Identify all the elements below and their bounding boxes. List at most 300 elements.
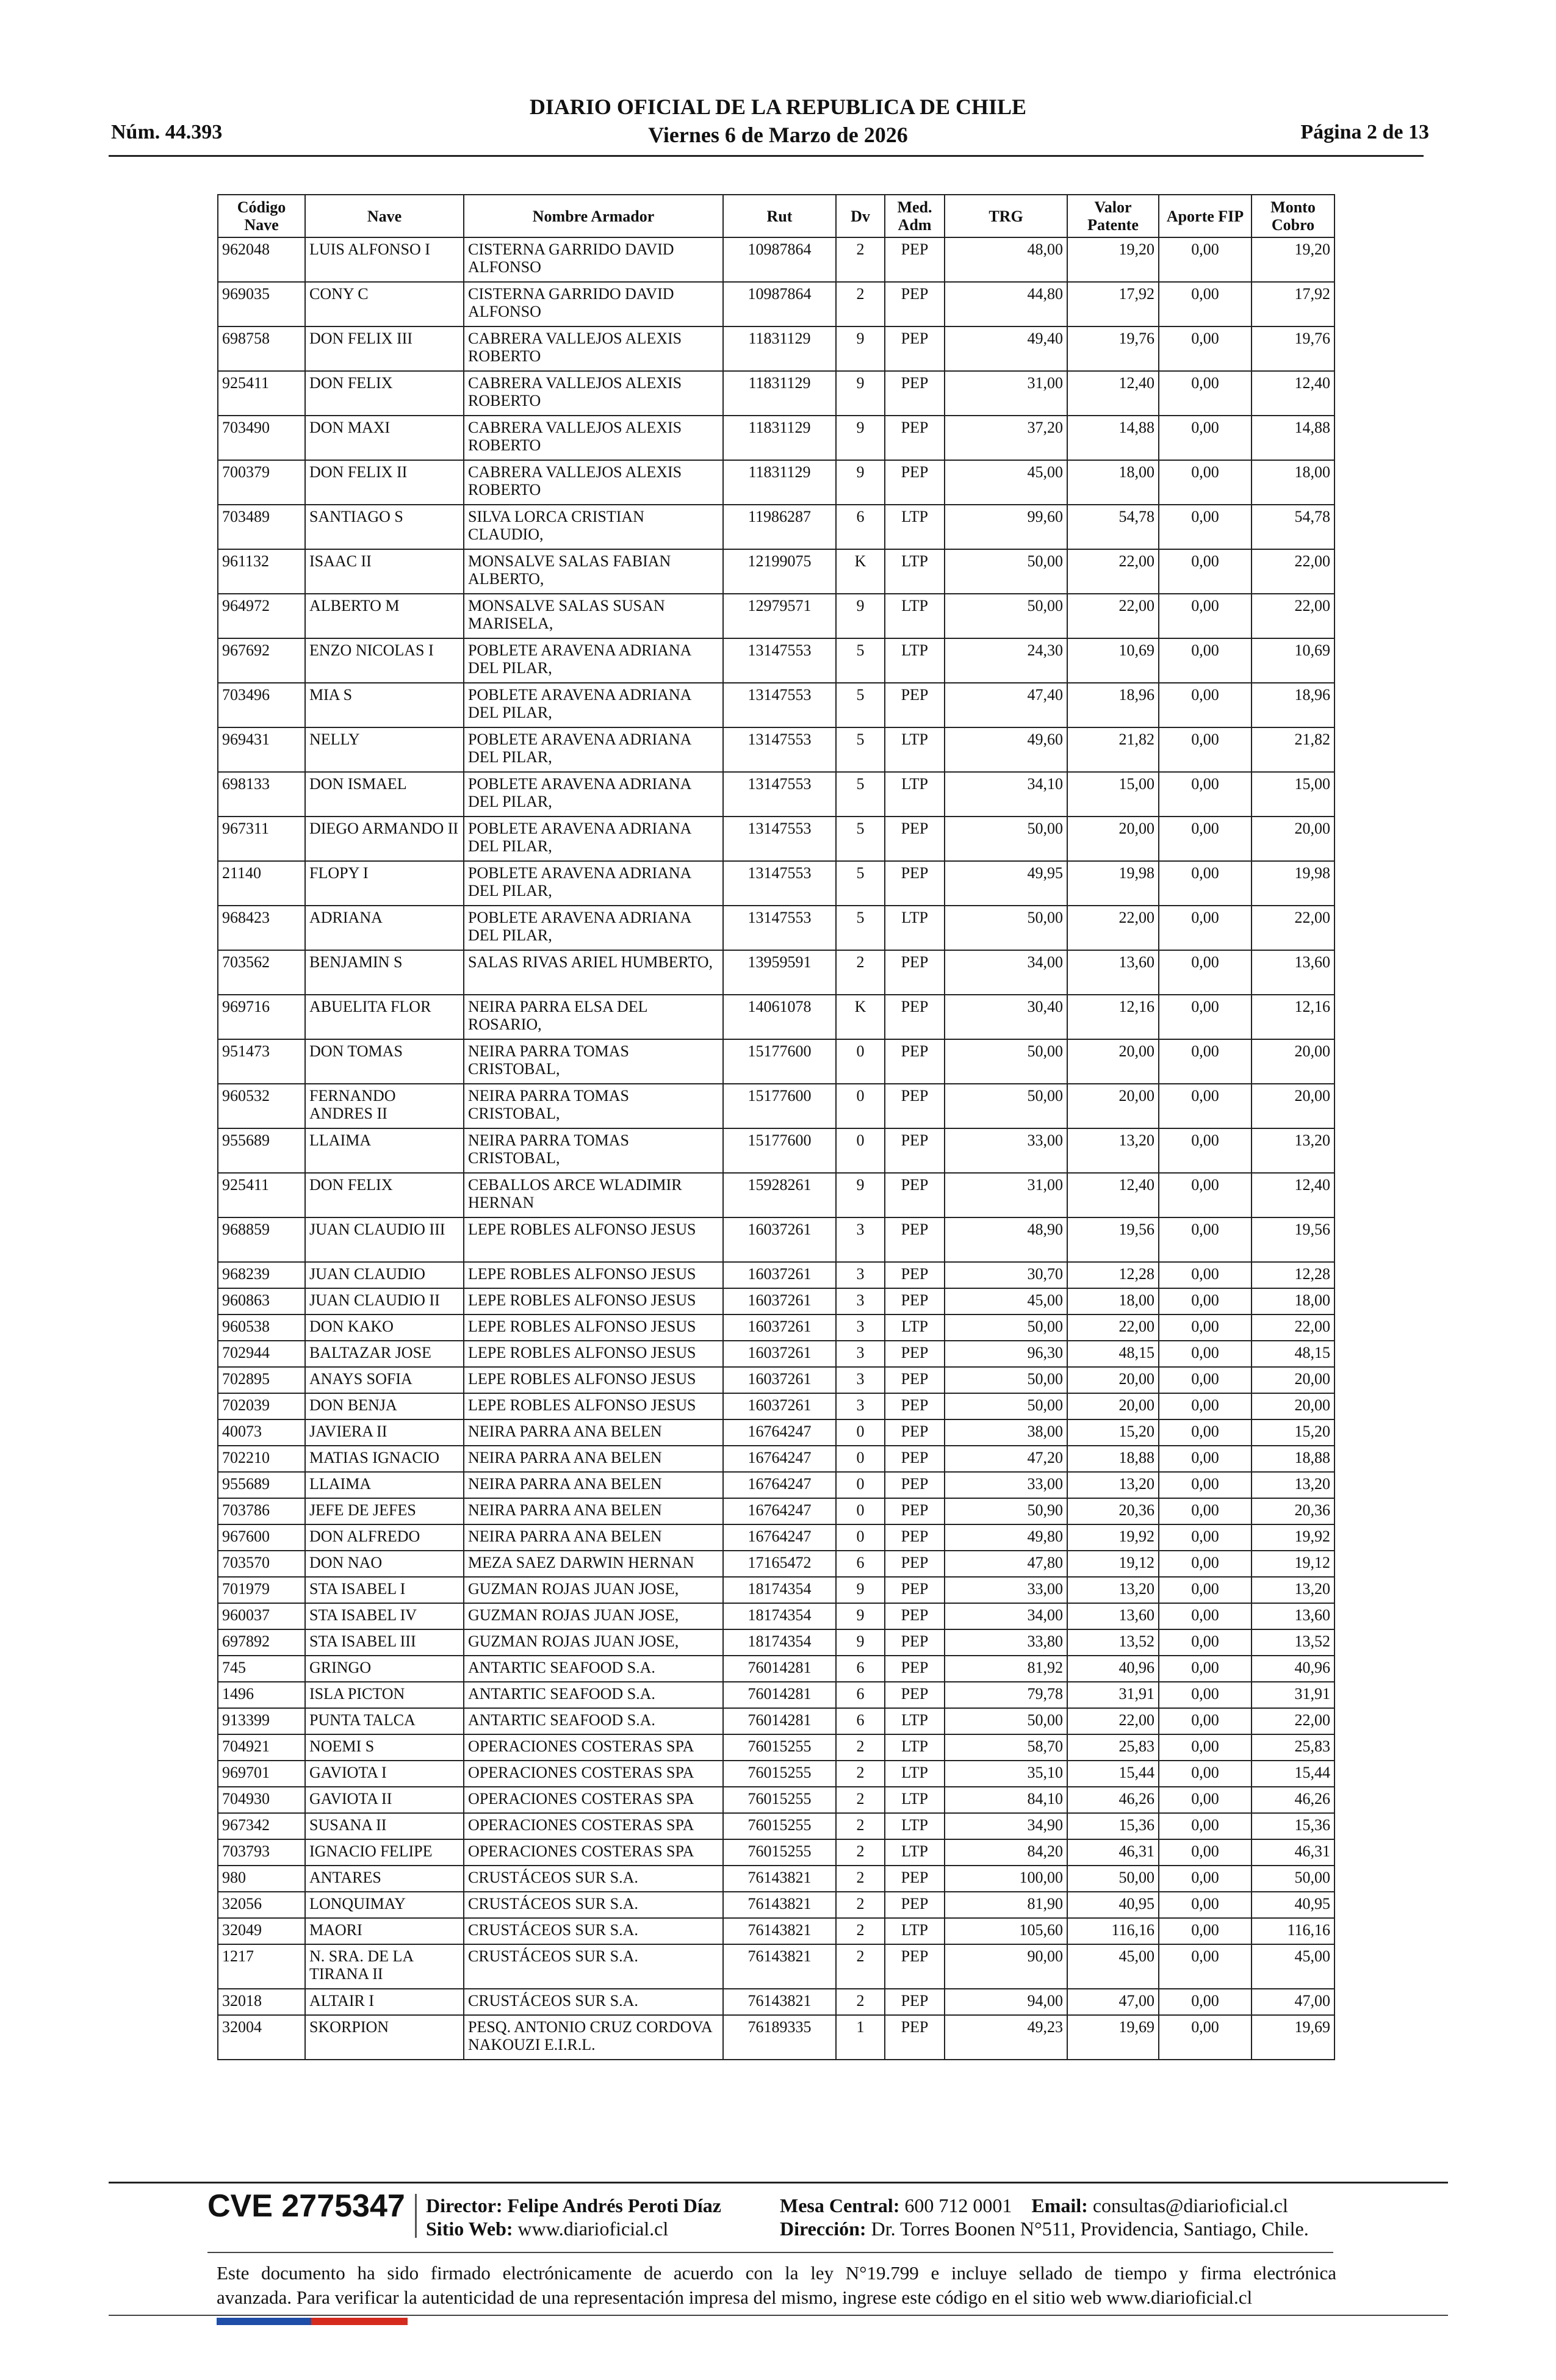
rut-cell: 10987864 xyxy=(723,237,836,282)
codigo-cell: 702895 xyxy=(218,1367,305,1393)
med-adm-cell: PEP xyxy=(885,1682,945,1708)
med-adm-cell: LTP xyxy=(885,505,945,549)
codigo-cell: 702944 xyxy=(218,1341,305,1367)
trg-cell: 33,80 xyxy=(945,1629,1067,1656)
aporte-fip-cell: 0,00 xyxy=(1159,1734,1252,1761)
rut-cell: 76015255 xyxy=(723,1813,836,1839)
armador-cell: NEIRA PARRA TOMAS CRISTOBAL, xyxy=(464,1084,723,1128)
dv-cell: 6 xyxy=(836,1656,885,1682)
armador-cell: LEPE ROBLES ALFONSO JESUS xyxy=(464,1314,723,1341)
armador-cell: OPERACIONES COSTERAS SPA xyxy=(464,1839,723,1866)
rut-cell: 18174354 xyxy=(723,1577,836,1603)
med-adm-cell: PEP xyxy=(885,1446,945,1472)
med-adm-cell: PEP xyxy=(885,1262,945,1288)
nave-cell: ANTARES xyxy=(305,1866,464,1892)
trg-cell: 100,00 xyxy=(945,1866,1067,1892)
armador-cell: CRUSTÁCEOS SUR S.A. xyxy=(464,1944,723,1989)
rut-cell: 17165472 xyxy=(723,1551,836,1577)
trg-cell: 81,92 xyxy=(945,1656,1067,1682)
armador-cell: CABRERA VALLEJOS ALEXIS ROBERTO xyxy=(464,326,723,371)
med-adm-cell: PEP xyxy=(885,1524,945,1551)
med-adm-cell: PEP xyxy=(885,1551,945,1577)
nave-cell: JUAN CLAUDIO xyxy=(305,1262,464,1288)
director-label: Director: xyxy=(426,2194,503,2216)
monto-cobro-cell: 15,00 xyxy=(1252,772,1334,817)
aporte-fip-cell: 0,00 xyxy=(1159,1314,1252,1341)
codigo-cell: 967692 xyxy=(218,638,305,683)
dv-cell: 2 xyxy=(836,1892,885,1918)
table-row xyxy=(218,1128,1334,1173)
codigo-cell: 700379 xyxy=(218,460,305,505)
monto-cobro-cell: 21,82 xyxy=(1252,727,1334,772)
rut-cell: 76015255 xyxy=(723,1787,836,1813)
rut-cell: 11831129 xyxy=(723,416,836,460)
valor-patente-cell: 13,52 xyxy=(1067,1629,1159,1656)
armador-cell: NEIRA PARRA ELSA DEL ROSARIO, xyxy=(464,995,723,1039)
valor-patente-cell: 19,98 xyxy=(1067,861,1159,906)
med-adm-cell: LTP xyxy=(885,1918,945,1944)
aporte-fip-cell: 0,00 xyxy=(1159,2015,1252,2060)
dv-cell: 9 xyxy=(836,1173,885,1217)
valor-patente-cell: 25,83 xyxy=(1067,1734,1159,1761)
table-row xyxy=(218,1629,1334,1656)
monto-cobro-cell: 20,00 xyxy=(1252,1393,1334,1419)
valor-patente-cell: 46,26 xyxy=(1067,1787,1159,1813)
armador-cell: GUZMAN ROJAS JUAN JOSE, xyxy=(464,1577,723,1603)
issue-number: Núm. 44.393 xyxy=(111,121,223,143)
nave-cell: MATIAS IGNACIO xyxy=(305,1446,464,1472)
table-row xyxy=(218,1551,1334,1577)
rut-cell: 11831129 xyxy=(723,371,836,416)
med-adm-cell: PEP xyxy=(885,1128,945,1173)
armador-cell: POBLETE ARAVENA ADRIANA DEL PILAR, xyxy=(464,638,723,683)
table-row xyxy=(218,906,1334,950)
med-adm-cell: PEP xyxy=(885,995,945,1039)
valor-patente-cell: 15,44 xyxy=(1067,1761,1159,1787)
aporte-fip-cell: 0,00 xyxy=(1159,1866,1252,1892)
table-row xyxy=(218,1787,1334,1813)
trg-cell: 84,20 xyxy=(945,1839,1067,1866)
codigo-cell: 969716 xyxy=(218,995,305,1039)
codigo-cell: 701979 xyxy=(218,1577,305,1603)
nave-cell: NOEMI S xyxy=(305,1734,464,1761)
armador-cell: CABRERA VALLEJOS ALEXIS ROBERTO xyxy=(464,416,723,460)
column-header: Nave xyxy=(305,195,464,237)
table-row xyxy=(218,683,1334,727)
aporte-fip-cell: 0,00 xyxy=(1159,1577,1252,1603)
monto-cobro-cell: 13,20 xyxy=(1252,1577,1334,1603)
valor-patente-cell: 19,20 xyxy=(1067,237,1159,282)
armador-cell: NEIRA PARRA TOMAS CRISTOBAL, xyxy=(464,1128,723,1173)
table-row xyxy=(218,1839,1334,1866)
column-header: Nombre Armador xyxy=(464,195,723,237)
nave-cell: JAVIERA II xyxy=(305,1419,464,1446)
trg-cell: 96,30 xyxy=(945,1341,1067,1367)
trg-cell: 48,90 xyxy=(945,1217,1067,1262)
footer-divider-3 xyxy=(109,2315,1448,2316)
med-adm-cell: PEP xyxy=(885,1892,945,1918)
table-row xyxy=(218,1446,1334,1472)
monto-cobro-cell: 15,36 xyxy=(1252,1813,1334,1839)
dv-cell: 0 xyxy=(836,1419,885,1446)
rut-cell: 15177600 xyxy=(723,1084,836,1128)
nave-cell: ADRIANA xyxy=(305,906,464,950)
table-row xyxy=(218,326,1334,371)
codigo-cell: 980 xyxy=(218,1866,305,1892)
med-adm-cell: PEP xyxy=(885,1173,945,1217)
valor-patente-cell: 18,96 xyxy=(1067,683,1159,727)
codigo-cell: 703793 xyxy=(218,1839,305,1866)
dv-cell: 5 xyxy=(836,683,885,727)
monto-cobro-cell: 22,00 xyxy=(1252,594,1334,638)
table-row xyxy=(218,1393,1334,1419)
rut-cell: 14061078 xyxy=(723,995,836,1039)
med-adm-cell: LTP xyxy=(885,1734,945,1761)
codigo-cell: 913399 xyxy=(218,1708,305,1734)
codigo-cell: 40073 xyxy=(218,1419,305,1446)
med-adm-cell: PEP xyxy=(885,1629,945,1656)
codigo-cell: 703496 xyxy=(218,683,305,727)
valor-patente-cell: 13,20 xyxy=(1067,1128,1159,1173)
table-row xyxy=(218,1262,1334,1288)
codigo-cell: 703489 xyxy=(218,505,305,549)
trg-cell: 49,23 xyxy=(945,2015,1067,2060)
nave-cell: DON BENJA xyxy=(305,1393,464,1419)
codigo-cell: 967311 xyxy=(218,817,305,861)
valor-patente-cell: 19,12 xyxy=(1067,1551,1159,1577)
armador-cell: OPERACIONES COSTERAS SPA xyxy=(464,1813,723,1839)
rut-cell: 76014281 xyxy=(723,1708,836,1734)
nave-cell: LLAIMA xyxy=(305,1472,464,1498)
trg-cell: 49,40 xyxy=(945,326,1067,371)
aporte-fip-cell: 0,00 xyxy=(1159,1603,1252,1629)
trg-cell: 50,00 xyxy=(945,549,1067,594)
aporte-fip-cell: 0,00 xyxy=(1159,1989,1252,2015)
trg-cell: 99,60 xyxy=(945,505,1067,549)
trg-cell: 47,40 xyxy=(945,683,1067,727)
valor-patente-cell: 22,00 xyxy=(1067,1314,1159,1341)
nave-cell: JUAN CLAUDIO III xyxy=(305,1217,464,1262)
table-row xyxy=(218,505,1334,549)
codigo-cell: 968239 xyxy=(218,1262,305,1288)
dv-cell: 3 xyxy=(836,1367,885,1393)
trg-cell: 30,70 xyxy=(945,1262,1067,1288)
table-row xyxy=(218,594,1334,638)
table-row xyxy=(218,1682,1334,1708)
trg-cell: 50,00 xyxy=(945,1367,1067,1393)
trg-cell: 90,00 xyxy=(945,1944,1067,1989)
aporte-fip-cell: 0,00 xyxy=(1159,1217,1252,1262)
nave-cell: STA ISABEL I xyxy=(305,1577,464,1603)
armador-cell: NEIRA PARRA ANA BELEN xyxy=(464,1524,723,1551)
med-adm-cell: LTP xyxy=(885,772,945,817)
rut-cell: 11986287 xyxy=(723,505,836,549)
codigo-cell: 960532 xyxy=(218,1084,305,1128)
med-adm-cell: PEP xyxy=(885,1498,945,1524)
monto-cobro-cell: 45,00 xyxy=(1252,1944,1334,1989)
trg-cell: 30,40 xyxy=(945,995,1067,1039)
trg-cell: 50,00 xyxy=(945,817,1067,861)
armador-cell: PESQ. ANTONIO CRUZ CORDOVA NAKOUZI E.I.R.L. xyxy=(464,2015,723,2060)
nave-cell: DON NAO xyxy=(305,1551,464,1577)
armador-cell: SALAS RIVAS ARIEL HUMBERTO, xyxy=(464,950,723,995)
armador-cell: CISTERNA GARRIDO DAVID ALFONSO xyxy=(464,282,723,326)
site-link[interactable]: www.diarioficial.cl xyxy=(517,2218,669,2240)
aporte-fip-cell: 0,00 xyxy=(1159,1446,1252,1472)
dv-cell: 2 xyxy=(836,1734,885,1761)
nave-cell: PUNTA TALCA xyxy=(305,1708,464,1734)
aporte-fip-cell: 0,00 xyxy=(1159,1498,1252,1524)
rut-cell: 13147553 xyxy=(723,817,836,861)
table-row xyxy=(218,282,1334,326)
codigo-cell: 21140 xyxy=(218,861,305,906)
table-row xyxy=(218,817,1334,861)
rut-cell: 12979571 xyxy=(723,594,836,638)
codigo-cell: 964972 xyxy=(218,594,305,638)
address-text: Dr. Torres Boonen N°511, Providencia, Santiago, Chile. xyxy=(871,2218,1309,2240)
armador-cell: LEPE ROBLES ALFONSO JESUS xyxy=(464,1367,723,1393)
nave-cell: DON TOMAS xyxy=(305,1039,464,1084)
rut-cell: 76014281 xyxy=(723,1682,836,1708)
aporte-fip-cell: 0,00 xyxy=(1159,1472,1252,1498)
nave-cell: MAORI xyxy=(305,1918,464,1944)
monto-cobro-cell: 46,26 xyxy=(1252,1787,1334,1813)
trg-cell: 49,60 xyxy=(945,727,1067,772)
nave-cell: STA ISABEL IV xyxy=(305,1603,464,1629)
nave-cell: DON ALFREDO xyxy=(305,1524,464,1551)
codigo-cell: 969431 xyxy=(218,727,305,772)
valor-patente-cell: 17,92 xyxy=(1067,282,1159,326)
valor-patente-cell: 13,20 xyxy=(1067,1472,1159,1498)
armador-cell: CRUSTÁCEOS SUR S.A. xyxy=(464,1918,723,1944)
valor-patente-cell: 15,36 xyxy=(1067,1813,1159,1839)
dv-cell: 2 xyxy=(836,1918,885,1944)
med-adm-cell: PEP xyxy=(885,326,945,371)
nave-cell: GAVIOTA I xyxy=(305,1761,464,1787)
armador-cell: CABRERA VALLEJOS ALEXIS ROBERTO xyxy=(464,371,723,416)
table-row xyxy=(218,237,1334,282)
dv-cell: 5 xyxy=(836,861,885,906)
codigo-cell: 969701 xyxy=(218,1761,305,1787)
aporte-fip-cell: 0,00 xyxy=(1159,549,1252,594)
table-row xyxy=(218,638,1334,683)
valor-patente-cell: 40,95 xyxy=(1067,1892,1159,1918)
dv-cell: 9 xyxy=(836,460,885,505)
monto-cobro-cell: 13,60 xyxy=(1252,1603,1334,1629)
valor-patente-cell: 31,91 xyxy=(1067,1682,1159,1708)
dv-cell: 6 xyxy=(836,1682,885,1708)
column-header: Rut xyxy=(723,195,836,237)
issue-date: Viernes 6 de Marzo de 2026 xyxy=(648,123,908,147)
rut-cell: 76143821 xyxy=(723,1892,836,1918)
dv-cell: 2 xyxy=(836,1839,885,1866)
table-row xyxy=(218,371,1334,416)
dv-cell: 0 xyxy=(836,1084,885,1128)
aporte-fip-cell: 0,00 xyxy=(1159,1839,1252,1866)
aporte-fip-cell: 0,00 xyxy=(1159,727,1252,772)
rut-cell: 76143821 xyxy=(723,1866,836,1892)
nave-cell: SKORPION xyxy=(305,2015,464,2060)
rut-cell: 13147553 xyxy=(723,772,836,817)
aporte-fip-cell: 0,00 xyxy=(1159,1262,1252,1288)
dv-cell: 5 xyxy=(836,772,885,817)
rut-cell: 16037261 xyxy=(723,1288,836,1314)
armador-cell: MONSALVE SALAS SUSAN MARISELA, xyxy=(464,594,723,638)
table-row xyxy=(218,416,1334,460)
valor-patente-cell: 14,88 xyxy=(1067,416,1159,460)
aporte-fip-cell: 0,00 xyxy=(1159,1787,1252,1813)
med-adm-cell: PEP xyxy=(885,1944,945,1989)
dv-cell: 0 xyxy=(836,1446,885,1472)
valor-patente-cell: 54,78 xyxy=(1067,505,1159,549)
armador-cell: CISTERNA GARRIDO DAVID ALFONSO xyxy=(464,237,723,282)
valor-patente-cell: 20,00 xyxy=(1067,1084,1159,1128)
trg-cell: 33,00 xyxy=(945,1577,1067,1603)
table-row xyxy=(218,1813,1334,1839)
trg-cell: 49,80 xyxy=(945,1524,1067,1551)
armador-cell: ANTARTIC SEAFOOD S.A. xyxy=(464,1708,723,1734)
nave-cell: NELLY xyxy=(305,727,464,772)
armador-cell: LEPE ROBLES ALFONSO JESUS xyxy=(464,1217,723,1262)
armador-cell: LEPE ROBLES ALFONSO JESUS xyxy=(464,1341,723,1367)
armador-cell: MONSALVE SALAS FABIAN ALBERTO, xyxy=(464,549,723,594)
dv-cell: 0 xyxy=(836,1128,885,1173)
table-row xyxy=(218,1944,1334,1989)
column-header: Aporte FIP xyxy=(1159,195,1252,237)
rut-cell: 13147553 xyxy=(723,861,836,906)
monto-cobro-cell: 20,00 xyxy=(1252,1039,1334,1084)
rut-cell: 16037261 xyxy=(723,1217,836,1262)
dv-cell: K xyxy=(836,995,885,1039)
monto-cobro-cell: 47,00 xyxy=(1252,1989,1334,2015)
dv-cell: 5 xyxy=(836,727,885,772)
dv-cell: 3 xyxy=(836,1217,885,1262)
table-row xyxy=(218,1918,1334,1944)
dv-cell: 9 xyxy=(836,1603,885,1629)
nave-cell: GRINGO xyxy=(305,1656,464,1682)
dv-cell: 9 xyxy=(836,416,885,460)
codigo-cell: 703562 xyxy=(218,950,305,995)
valor-patente-cell: 15,20 xyxy=(1067,1419,1159,1446)
aporte-fip-cell: 0,00 xyxy=(1159,995,1252,1039)
monto-cobro-cell: 20,36 xyxy=(1252,1498,1334,1524)
codigo-cell: 955689 xyxy=(218,1128,305,1173)
nave-cell: DON FELIX II xyxy=(305,460,464,505)
aporte-fip-cell: 0,00 xyxy=(1159,1918,1252,1944)
column-header: Monto Cobro xyxy=(1252,195,1334,237)
rut-cell: 11831129 xyxy=(723,326,836,371)
rut-cell: 76014281 xyxy=(723,1656,836,1682)
monto-cobro-cell: 18,88 xyxy=(1252,1446,1334,1472)
trg-cell: 34,10 xyxy=(945,772,1067,817)
dv-cell: 9 xyxy=(836,1629,885,1656)
codigo-cell: 703570 xyxy=(218,1551,305,1577)
valor-patente-cell: 18,00 xyxy=(1067,1288,1159,1314)
email-label: Email: xyxy=(1031,2194,1088,2216)
footer-divider-2 xyxy=(207,2252,1333,2253)
monto-cobro-cell: 48,15 xyxy=(1252,1341,1334,1367)
trg-cell: 34,00 xyxy=(945,1603,1067,1629)
valor-patente-cell: 12,40 xyxy=(1067,371,1159,416)
trg-cell: 105,60 xyxy=(945,1918,1067,1944)
trg-cell: 50,00 xyxy=(945,1084,1067,1128)
column-header: Código Nave xyxy=(218,195,305,237)
director-name: Felipe Andrés Peroti Díaz xyxy=(507,2194,721,2216)
trg-cell: 33,00 xyxy=(945,1128,1067,1173)
nave-cell: DON MAXI xyxy=(305,416,464,460)
med-adm-cell: PEP xyxy=(885,683,945,727)
table-header-row xyxy=(218,195,1334,237)
rut-cell: 76015255 xyxy=(723,1734,836,1761)
monto-cobro-cell: 15,20 xyxy=(1252,1419,1334,1446)
dv-cell: 2 xyxy=(836,237,885,282)
email-link[interactable]: consultas@diarioficial.cl xyxy=(1092,2194,1288,2216)
aporte-fip-cell: 0,00 xyxy=(1159,1708,1252,1734)
valor-patente-cell: 12,28 xyxy=(1067,1262,1159,1288)
dv-cell: 9 xyxy=(836,371,885,416)
rut-cell: 13147553 xyxy=(723,906,836,950)
site-label: Sitio Web: xyxy=(426,2218,513,2240)
med-adm-cell: LTP xyxy=(885,1314,945,1341)
dv-cell: 6 xyxy=(836,1708,885,1734)
armador-cell: CABRERA VALLEJOS ALEXIS ROBERTO xyxy=(464,460,723,505)
monto-cobro-cell: 12,16 xyxy=(1252,995,1334,1039)
aporte-fip-cell: 0,00 xyxy=(1159,1393,1252,1419)
trg-cell: 50,00 xyxy=(945,594,1067,638)
med-adm-cell: PEP xyxy=(885,1603,945,1629)
nave-cell: CONY C xyxy=(305,282,464,326)
column-header: Med. Adm xyxy=(885,195,945,237)
codigo-cell: 955689 xyxy=(218,1472,305,1498)
nave-cell: DON ISMAEL xyxy=(305,772,464,817)
address-label: Dirección: xyxy=(780,2218,866,2240)
table-row xyxy=(218,1472,1334,1498)
table-row xyxy=(218,1761,1334,1787)
med-adm-cell: PEP xyxy=(885,1472,945,1498)
table-row xyxy=(218,549,1334,594)
valor-patente-cell: 18,00 xyxy=(1067,460,1159,505)
monto-cobro-cell: 12,40 xyxy=(1252,371,1334,416)
aporte-fip-cell: 0,00 xyxy=(1159,1551,1252,1577)
codigo-cell: 704930 xyxy=(218,1787,305,1813)
trg-cell: 50,00 xyxy=(945,906,1067,950)
aporte-fip-cell: 0,00 xyxy=(1159,1128,1252,1173)
trg-cell: 50,00 xyxy=(945,1039,1067,1084)
med-adm-cell: LTP xyxy=(885,638,945,683)
dv-cell: 0 xyxy=(836,1498,885,1524)
med-adm-cell: LTP xyxy=(885,906,945,950)
armador-cell: NEIRA PARRA ANA BELEN xyxy=(464,1472,723,1498)
dv-cell: 9 xyxy=(836,1577,885,1603)
aporte-fip-cell: 0,00 xyxy=(1159,1761,1252,1787)
nave-cell: SUSANA II xyxy=(305,1813,464,1839)
valor-patente-cell: 20,00 xyxy=(1067,1039,1159,1084)
contact-block xyxy=(780,2194,1309,2240)
nave-cell: ANAYS SOFIA xyxy=(305,1367,464,1393)
med-adm-cell: PEP xyxy=(885,1989,945,2015)
dv-cell: 5 xyxy=(836,906,885,950)
dv-cell: 2 xyxy=(836,1989,885,2015)
dv-cell: 2 xyxy=(836,1761,885,1787)
nave-cell: STA ISABEL III xyxy=(305,1629,464,1656)
nave-cell: FLOPY I xyxy=(305,861,464,906)
monto-cobro-cell: 116,16 xyxy=(1252,1918,1334,1944)
valor-patente-cell: 20,36 xyxy=(1067,1498,1159,1524)
valor-patente-cell: 21,82 xyxy=(1067,727,1159,772)
table-row xyxy=(218,727,1334,772)
aporte-fip-cell: 0,00 xyxy=(1159,1419,1252,1446)
table-row xyxy=(218,1288,1334,1314)
